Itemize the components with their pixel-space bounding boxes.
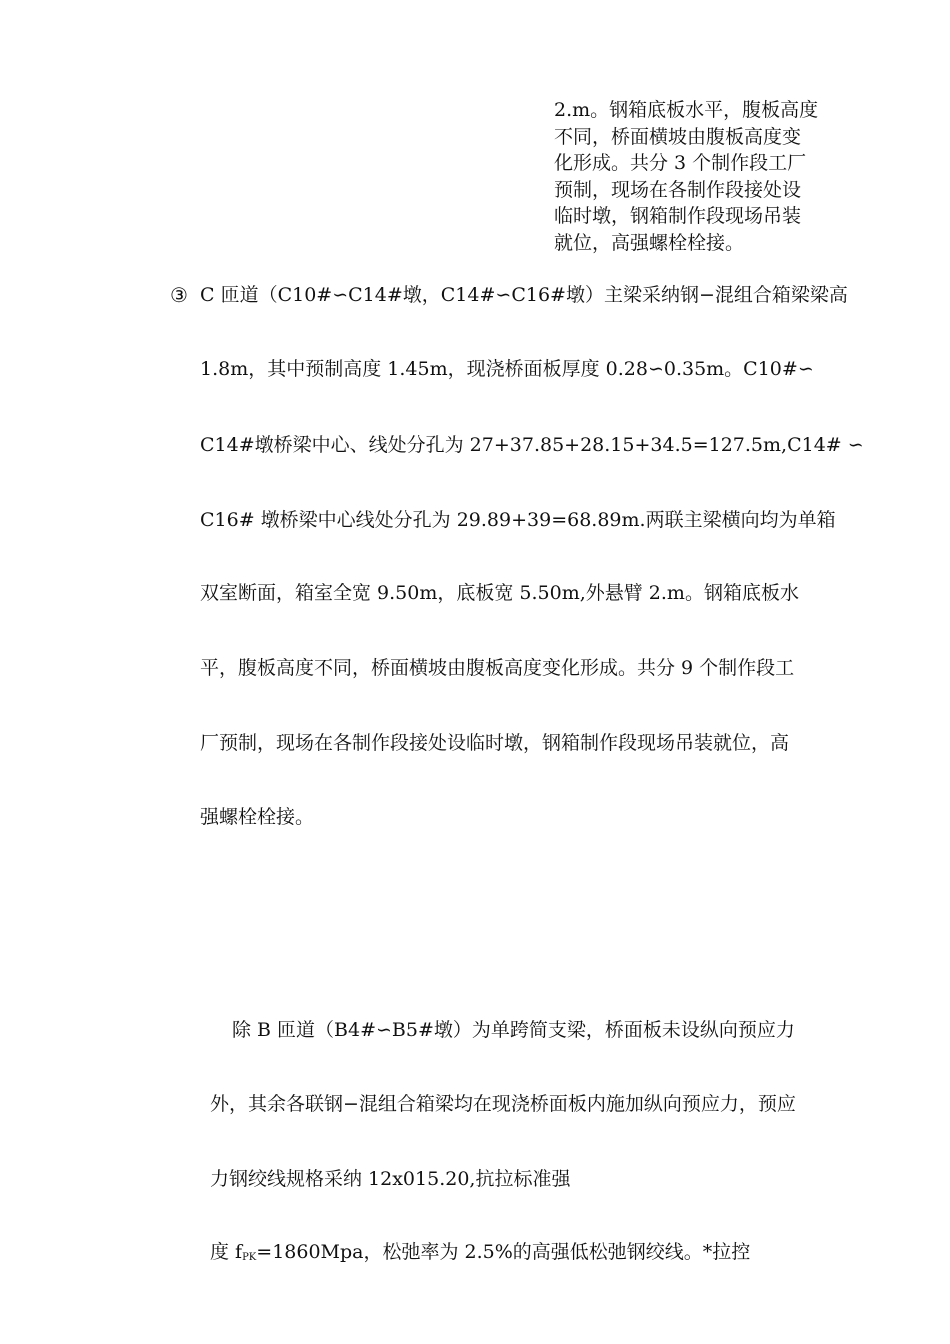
text-line: C 匝道（C10#∽C14#墩，C14#∽C16#墩）主梁采纳钢−混组合箱梁梁高 — [200, 284, 848, 306]
text-fragment: =1860Mpa，松弛率为 2.5%的高强低松弛钢绞线。*拉控 — [256, 1241, 751, 1263]
text-line: 双室断面，箱室全宽 9.50m，底板宽 5.50m,外悬臂 2.m。钢箱底板水 — [200, 582, 799, 604]
text-line: 1.8m，其中预制高度 1.45m，现浇桥面板厚度 0.28∽0.35m。C10#∽ — [200, 358, 814, 380]
text-line — [210, 1240, 750, 1270]
text-line: 不同，桥面横坡由腹板高度变 — [554, 125, 802, 148]
text-line: 化形成。共分 3 个制作段工厂 — [554, 152, 807, 174]
text-line: 强螺栓栓接。 — [200, 806, 315, 828]
top-paragraph — [554, 97, 844, 256]
section-number-marker: ③ — [170, 283, 188, 307]
text-fragment: 度 f — [210, 1241, 243, 1263]
text-line: 预制，现场在各制作段接处设 — [554, 178, 802, 201]
text-line: 就位，高强螺栓栓接。 — [554, 231, 745, 254]
text-line: 临时墩，钢箱制作段现场吊装 — [554, 205, 802, 227]
text-line: 外，其余各联钢−混组合箱梁均在现浇桥面板内施加纵向预应力，预应 — [210, 1093, 796, 1115]
text-line: C16# 墩桥梁中心线处分孔为 29.89+39=68.89m.两联主梁横向均为单箱 — [200, 509, 836, 531]
subscript: PK — [242, 1252, 257, 1263]
text-line: 2.m。钢箱底板水平，腹板高度 — [554, 99, 819, 121]
text-line: 力钢绞线规格采纳 12x015.20,抗拉标准强 — [210, 1168, 571, 1190]
text-line: 除 B 匝道（B4#∽B5#墩）为单跨简支梁，桥面板未设纵向预应力 — [232, 1019, 795, 1041]
text-line: 平，腹板高度不同，桥面横坡由腹板高度变化形成。共分 9 个制作段工 — [200, 657, 795, 679]
text-line: C14#墩桥梁中心、线处分孔为 27+37.85+28.15+34.5=127.5m,C14# ∽ — [200, 434, 864, 456]
text-line: 厂预制，现场在各制作段接处设临时墩，钢箱制作段现场吊装就位，高 — [200, 732, 790, 754]
